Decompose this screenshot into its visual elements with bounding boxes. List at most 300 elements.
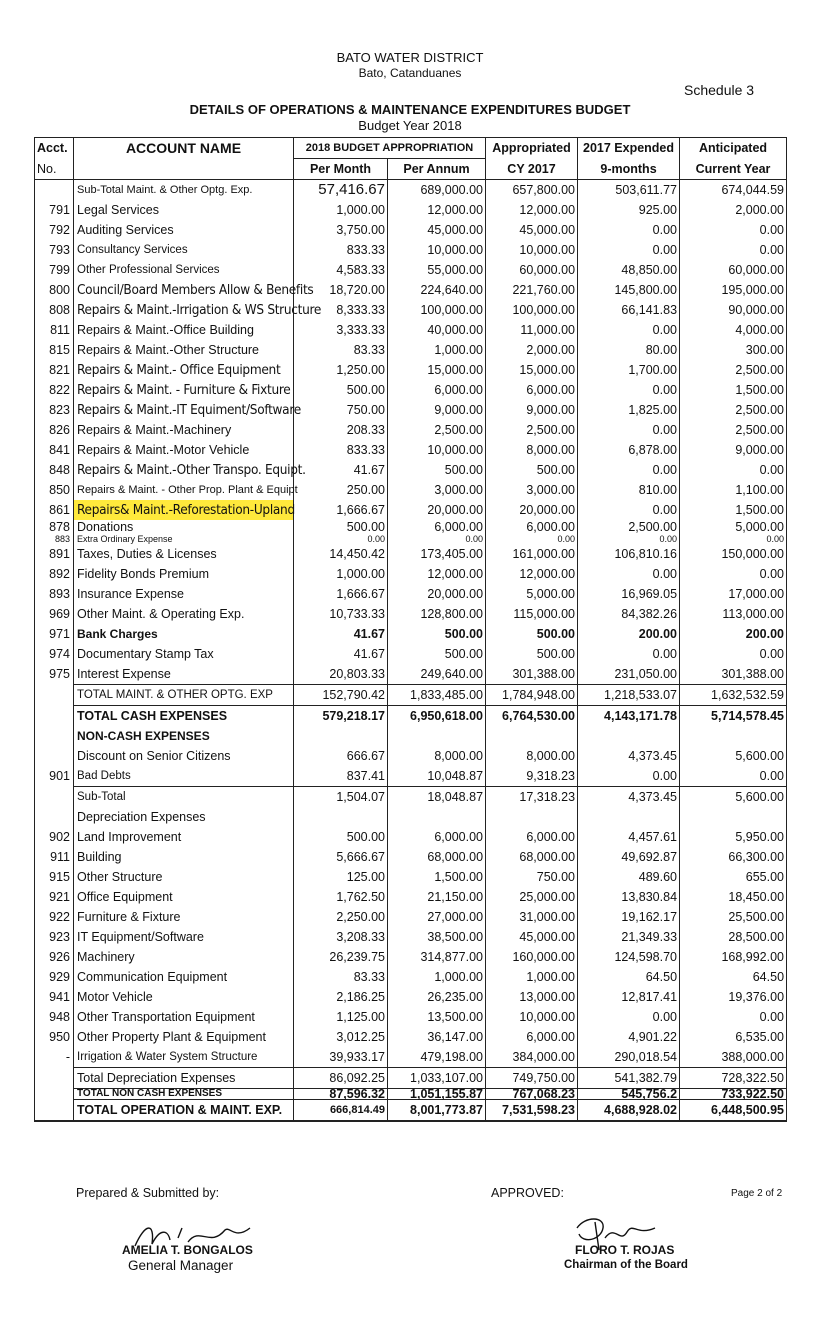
amount-pa: 10,000.00 <box>388 240 486 260</box>
amount-ap: 767,068.23 <box>486 1089 578 1100</box>
account-name: Other Professional Services <box>74 260 294 280</box>
amount-ex: 4,143,171.78 <box>578 706 680 727</box>
header-acct: Acct. <box>35 138 74 159</box>
amount-ex: 503,611.77 <box>578 180 680 201</box>
table-row <box>35 907 787 927</box>
header-9-months: 9-months <box>578 159 680 180</box>
acct-no: 902 <box>35 827 74 847</box>
amount-ex: 12,817.41 <box>578 987 680 1007</box>
table-row <box>35 847 787 867</box>
table-row <box>35 887 787 907</box>
amount-pm: 579,218.17 <box>294 706 388 727</box>
amount-ex: 145,800.00 <box>578 280 680 300</box>
account-name: Furniture & Fixture <box>74 907 294 927</box>
amount-an: 17,000.00 <box>680 584 787 604</box>
account-name: Other Maint. & Operating Exp. <box>74 604 294 624</box>
amount-pa: 249,640.00 <box>388 664 486 685</box>
amount-an: 150,000.00 <box>680 544 787 564</box>
amount-an: 5,600.00 <box>680 746 787 766</box>
amount-ap: 12,000.00 <box>486 564 578 584</box>
amount-an: 1,100.00 <box>680 480 787 500</box>
amount-ex: 4,688,928.02 <box>578 1100 680 1122</box>
acct-no <box>35 1100 74 1122</box>
acct-no: 922 <box>35 907 74 927</box>
acct-no <box>35 706 74 727</box>
amount-pa: 26,235.00 <box>388 987 486 1007</box>
amount-pm: 666.67 <box>294 746 388 766</box>
amount-pm: 10,733.33 <box>294 604 388 624</box>
acct-no <box>35 1068 74 1089</box>
account-name: TOTAL OPERATION & MAINT. EXP. <box>74 1100 294 1122</box>
table-body <box>35 180 787 1122</box>
table-row <box>35 480 787 500</box>
amount-pa: 1,033,107.00 <box>388 1068 486 1089</box>
header-acct-no: No. <box>35 159 74 180</box>
acct-no: 971 <box>35 624 74 644</box>
header-cy2017: CY 2017 <box>486 159 578 180</box>
header-expended: 2017 Expended <box>578 138 680 159</box>
table-row <box>35 726 787 746</box>
table-row <box>35 564 787 584</box>
amount-ex: 0.00 <box>578 420 680 440</box>
acct-no: 822 <box>35 380 74 400</box>
acct-no: 821 <box>35 360 74 380</box>
account-name: Building <box>74 847 294 867</box>
amount-pm: 0.00 <box>294 534 388 544</box>
amount-ap: 500.00 <box>486 460 578 480</box>
amount-pa: 173,405.00 <box>388 544 486 564</box>
amount-pa: 1,000.00 <box>388 967 486 987</box>
document-title: DETAILS OF OPERATIONS & MAINTENANCE EXPENDITURES BUDGET <box>189 102 631 117</box>
amount-an: 25,500.00 <box>680 907 787 927</box>
account-name: IT Equipment/Software <box>74 927 294 947</box>
amount-an: 0.00 <box>680 240 787 260</box>
account-name: Auditing Services <box>74 220 294 240</box>
table-row <box>35 420 787 440</box>
account-name: Documentary Stamp Tax <box>74 644 294 664</box>
table-row <box>35 706 787 727</box>
amount-pa: 500.00 <box>388 624 486 644</box>
amount-pm: 41.67 <box>294 460 388 480</box>
amount-ex: 4,373.45 <box>578 787 680 808</box>
account-name: Other Transportation Equipment <box>74 1007 294 1027</box>
table-row <box>35 400 787 420</box>
acct-no <box>35 746 74 766</box>
amount-ex: 0.00 <box>578 500 680 520</box>
amount-pm: 2,186.25 <box>294 987 388 1007</box>
amount-ap <box>486 726 578 746</box>
amount-ex: 1,218,533.07 <box>578 685 680 706</box>
amount-ap: 9,000.00 <box>486 400 578 420</box>
amount-pa: 689,000.00 <box>388 180 486 201</box>
amount-pa: 500.00 <box>388 460 486 480</box>
signatory-1-name: AMELIA T. BONGALOS <box>122 1243 253 1257</box>
amount-ex: 0.00 <box>578 380 680 400</box>
amount-ap: 6,000.00 <box>486 520 578 534</box>
amount-an: 1,500.00 <box>680 500 787 520</box>
acct-no: 950 <box>35 1027 74 1047</box>
amount-ap: 6,000.00 <box>486 1027 578 1047</box>
amount-pa: 68,000.00 <box>388 847 486 867</box>
header-anticipated: Anticipated <box>680 138 787 159</box>
acct-no: 826 <box>35 420 74 440</box>
amount-pa: 6,950,618.00 <box>388 706 486 727</box>
amount-pa: 12,000.00 <box>388 564 486 584</box>
table-row <box>35 220 787 240</box>
amount-an: 0.00 <box>680 644 787 664</box>
amount-pm: 1,250.00 <box>294 360 388 380</box>
account-name: Repairs & Maint.-Machinery <box>74 420 294 440</box>
amount-pm: 1,504.07 <box>294 787 388 808</box>
amount-ex: 1,825.00 <box>578 400 680 420</box>
amount-pm: 83.33 <box>294 967 388 987</box>
amount-ex: 66,141.83 <box>578 300 680 320</box>
amount-an: 18,450.00 <box>680 887 787 907</box>
amount-ex: 106,810.16 <box>578 544 680 564</box>
amount-ex: 925.00 <box>578 200 680 220</box>
table-row <box>35 664 787 685</box>
amount-ap: 15,000.00 <box>486 360 578 380</box>
amount-pm: 1,666.67 <box>294 584 388 604</box>
amount-an: 0.00 <box>680 534 787 544</box>
account-name: Repairs & Maint. - Other Prop. Plant & Equipt <box>74 480 294 500</box>
amount-an: 64.50 <box>680 967 787 987</box>
amount-pa: 479,198.00 <box>388 1047 486 1068</box>
amount-pm: 666,814.49 <box>294 1100 388 1122</box>
account-name: Legal Services <box>74 200 294 220</box>
amount-an <box>680 807 787 827</box>
amount-an: 674,044.59 <box>680 180 787 201</box>
amount-ex: 13,830.84 <box>578 887 680 907</box>
amount-an: 2,500.00 <box>680 360 787 380</box>
amount-an: 28,500.00 <box>680 927 787 947</box>
acct-no: 975 <box>35 664 74 685</box>
acct-no: 841 <box>35 440 74 460</box>
acct-no: 823 <box>35 400 74 420</box>
amount-ap: 750.00 <box>486 867 578 887</box>
amount-ex: 6,878.00 <box>578 440 680 460</box>
amount-pm: 41.67 <box>294 624 388 644</box>
amount-pm: 86,092.25 <box>294 1068 388 1089</box>
amount-ap: 0.00 <box>486 534 578 544</box>
amount-pa: 15,000.00 <box>388 360 486 380</box>
account-name: Repairs & Maint.-Office Building <box>74 320 294 340</box>
amount-ap: 2,000.00 <box>486 340 578 360</box>
table-row <box>35 967 787 987</box>
amount-ex: 16,969.05 <box>578 584 680 604</box>
acct-no: 793 <box>35 240 74 260</box>
amount-pm <box>294 726 388 746</box>
account-name: Fidelity Bonds Premium <box>74 564 294 584</box>
amount-ap: 221,760.00 <box>486 280 578 300</box>
amount-ap: 1,000.00 <box>486 967 578 987</box>
amount-an: 200.00 <box>680 624 787 644</box>
amount-pa: 8,001,773.87 <box>388 1100 486 1122</box>
acct-no: 792 <box>35 220 74 240</box>
acct-no: 948 <box>35 1007 74 1027</box>
amount-ap: 6,000.00 <box>486 827 578 847</box>
acct-no: 911 <box>35 847 74 867</box>
acct-no: 901 <box>35 766 74 787</box>
amount-ap: 749,750.00 <box>486 1068 578 1089</box>
amount-pm: 750.00 <box>294 400 388 420</box>
amount-pm: 26,239.75 <box>294 947 388 967</box>
table-row <box>35 1089 787 1100</box>
amount-an: 0.00 <box>680 564 787 584</box>
amount-ap: 8,000.00 <box>486 746 578 766</box>
amount-ex: 21,349.33 <box>578 927 680 947</box>
acct-no: 892 <box>35 564 74 584</box>
amount-ex: 200.00 <box>578 624 680 644</box>
table-row <box>35 200 787 220</box>
amount-pa: 314,877.00 <box>388 947 486 967</box>
acct-no: 815 <box>35 340 74 360</box>
table-row <box>35 380 787 400</box>
amount-ap: 17,318.23 <box>486 787 578 808</box>
amount-ex: 0.00 <box>578 1007 680 1027</box>
amount-ap: 5,000.00 <box>486 584 578 604</box>
amount-ap: 10,000.00 <box>486 240 578 260</box>
amount-ap: 68,000.00 <box>486 847 578 867</box>
table-row <box>35 787 787 808</box>
amount-ex <box>578 726 680 746</box>
amount-pa: 6,000.00 <box>388 827 486 847</box>
header-current-year: Current Year <box>680 159 787 180</box>
amount-pa: 6,000.00 <box>388 380 486 400</box>
amount-pm: 5,666.67 <box>294 847 388 867</box>
amount-ap: 657,800.00 <box>486 180 578 201</box>
acct-no: 926 <box>35 947 74 967</box>
account-name: Office Equipment <box>74 887 294 907</box>
account-name: Repairs & Maint.-Other Structure <box>74 340 294 360</box>
acct-no: 941 <box>35 987 74 1007</box>
signatory-2-name: FLORO T. ROJAS <box>575 1243 675 1257</box>
amount-ex: 0.00 <box>578 766 680 787</box>
amount-pm: 1,125.00 <box>294 1007 388 1027</box>
table-row <box>35 440 787 460</box>
table-row <box>35 927 787 947</box>
acct-no <box>35 807 74 827</box>
amount-ex: 19,162.17 <box>578 907 680 927</box>
amount-pm: 1,762.50 <box>294 887 388 907</box>
org-location: Bato, Catanduanes <box>358 66 462 80</box>
amount-an: 5,714,578.45 <box>680 706 787 727</box>
budget-year: Budget Year 2018 <box>358 118 462 133</box>
amount-ex: 489.60 <box>578 867 680 887</box>
account-name: Bank Charges <box>74 624 294 644</box>
amount-an: 2,000.00 <box>680 200 787 220</box>
amount-pm: 18,720.00 <box>294 280 388 300</box>
acct-no: 850 <box>35 480 74 500</box>
header-account-name: ACCOUNT NAME <box>74 138 294 180</box>
acct-no: 921 <box>35 887 74 907</box>
amount-an: 5,600.00 <box>680 787 787 808</box>
acct-no: 799 <box>35 260 74 280</box>
amount-an: 2,500.00 <box>680 400 787 420</box>
amount-ap: 3,000.00 <box>486 480 578 500</box>
amount-pa: 10,048.87 <box>388 766 486 787</box>
amount-an: 1,632,532.59 <box>680 685 787 706</box>
amount-pa: 9,000.00 <box>388 400 486 420</box>
amount-ap: 6,764,530.00 <box>486 706 578 727</box>
amount-pa: 13,500.00 <box>388 1007 486 1027</box>
amount-pa: 1,000.00 <box>388 340 486 360</box>
amount-pa: 20,000.00 <box>388 584 486 604</box>
table-row <box>35 827 787 847</box>
amount-pm: 500.00 <box>294 520 388 534</box>
signatory-2-title: Chairman of the Board <box>564 1259 688 1271</box>
account-name: Other Structure <box>74 867 294 887</box>
amount-an: 1,500.00 <box>680 380 787 400</box>
amount-ap: 6,000.00 <box>486 380 578 400</box>
amount-an: 195,000.00 <box>680 280 787 300</box>
amount-pa <box>388 726 486 746</box>
acct-no: 861 <box>35 500 74 520</box>
amount-pa: 45,000.00 <box>388 220 486 240</box>
page-number: Page 2 of 2 <box>731 1188 783 1199</box>
amount-pm: 833.33 <box>294 440 388 460</box>
table-row <box>35 867 787 887</box>
amount-pm: 3,333.33 <box>294 320 388 340</box>
table-row <box>35 766 787 787</box>
amount-pa: 500.00 <box>388 644 486 664</box>
account-name: Irrigation & Water System Structure <box>74 1047 294 1068</box>
amount-ap: 20,000.00 <box>486 500 578 520</box>
amount-ex: 0.00 <box>578 534 680 544</box>
amount-an: 19,376.00 <box>680 987 787 1007</box>
table-row <box>35 320 787 340</box>
acct-no: 969 <box>35 604 74 624</box>
amount-ex: 0.00 <box>578 644 680 664</box>
amount-an: 0.00 <box>680 220 787 240</box>
amount-ap: 2,500.00 <box>486 420 578 440</box>
acct-no: 878 <box>35 520 74 534</box>
amount-ap: 8,000.00 <box>486 440 578 460</box>
approved-label: APPROVED: <box>491 1186 564 1200</box>
amount-pm: 1,000.00 <box>294 564 388 584</box>
amount-an: 728,322.50 <box>680 1068 787 1089</box>
table-row <box>35 534 787 544</box>
amount-pa: 20,000.00 <box>388 500 486 520</box>
account-name: Extra Ordinary Expense <box>74 534 294 544</box>
account-name: Total Depreciation Expenses <box>74 1068 294 1089</box>
amount-ap: 384,000.00 <box>486 1047 578 1068</box>
amount-ap: 31,000.00 <box>486 907 578 927</box>
table-row <box>35 500 787 520</box>
amount-pm: 8,333.33 <box>294 300 388 320</box>
acct-no <box>35 1089 74 1100</box>
header-per-month: Per Month <box>294 159 388 180</box>
account-name: Machinery <box>74 947 294 967</box>
schedule-label: Schedule 3 <box>684 82 755 98</box>
amount-pa: 6,000.00 <box>388 520 486 534</box>
account-name: Repairs & Maint.-Other Transpo. Equipt. <box>74 460 294 480</box>
amount-pm: 833.33 <box>294 240 388 260</box>
amount-ap: 500.00 <box>486 624 578 644</box>
amount-ap: 60,000.00 <box>486 260 578 280</box>
table-row <box>35 280 787 300</box>
amount-pa: 1,833,485.00 <box>388 685 486 706</box>
amount-an: 388,000.00 <box>680 1047 787 1068</box>
amount-ex <box>578 807 680 827</box>
amount-ex: 541,382.79 <box>578 1068 680 1089</box>
amount-an: 2,500.00 <box>680 420 787 440</box>
account-name: Discount on Senior Citizens <box>74 746 294 766</box>
table-row <box>35 624 787 644</box>
amount-pa: 18,048.87 <box>388 787 486 808</box>
amount-pm: 3,750.00 <box>294 220 388 240</box>
acct-no: 974 <box>35 644 74 664</box>
amount-an: 113,000.00 <box>680 604 787 624</box>
amount-an: 5,000.00 <box>680 520 787 534</box>
table-row <box>35 1007 787 1027</box>
amount-an: 6,448,500.95 <box>680 1100 787 1122</box>
table-row <box>35 544 787 564</box>
prepared-label: Prepared & Submitted by: <box>76 1186 220 1200</box>
amount-pa: 36,147.00 <box>388 1027 486 1047</box>
amount-ap: 9,318.23 <box>486 766 578 787</box>
table-row <box>35 987 787 1007</box>
amount-an: 0.00 <box>680 766 787 787</box>
amount-an: 733,922.50 <box>680 1089 787 1100</box>
account-name: Motor Vehicle <box>74 987 294 1007</box>
amount-pm: 500.00 <box>294 380 388 400</box>
table-row <box>35 180 787 201</box>
amount-an <box>680 726 787 746</box>
acct-no: 929 <box>35 967 74 987</box>
table-row <box>35 947 787 967</box>
table-row <box>35 1100 787 1122</box>
amount-pa: 38,500.00 <box>388 927 486 947</box>
table-row <box>35 460 787 480</box>
acct-no: 915 <box>35 867 74 887</box>
amount-pa: 0.00 <box>388 534 486 544</box>
amount-an: 6,535.00 <box>680 1027 787 1047</box>
amount-ap: 13,000.00 <box>486 987 578 1007</box>
acct-no: 891 <box>35 544 74 564</box>
amount-pa: 100,000.00 <box>388 300 486 320</box>
acct-no: 883 <box>35 534 74 544</box>
account-name: Repairs & Maint.-Irrigation & WS Structure <box>74 300 294 320</box>
amount-pm: 500.00 <box>294 827 388 847</box>
amount-ap: 160,000.00 <box>486 947 578 967</box>
table-row <box>35 685 787 706</box>
table-row <box>35 604 787 624</box>
amount-ex: 2,500.00 <box>578 520 680 534</box>
amount-pa: 27,000.00 <box>388 907 486 927</box>
account-name: Land Improvement <box>74 827 294 847</box>
amount-an: 0.00 <box>680 1007 787 1027</box>
table-row <box>35 340 787 360</box>
amount-pm: 87,596.32 <box>294 1089 388 1100</box>
acct-no: 848 <box>35 460 74 480</box>
amount-an: 60,000.00 <box>680 260 787 280</box>
amount-ex: 0.00 <box>578 240 680 260</box>
account-name: Taxes, Duties & Licenses <box>74 544 294 564</box>
amount-pm: 57,416.67 <box>294 180 388 201</box>
amount-an: 4,000.00 <box>680 320 787 340</box>
amount-ex: 810.00 <box>578 480 680 500</box>
account-name: Sub-Total <box>74 787 294 808</box>
table-row <box>35 807 787 827</box>
amount-ex: 545,756.2 <box>578 1089 680 1100</box>
amount-ex: 84,382.26 <box>578 604 680 624</box>
account-name: Other Property Plant & Equipment <box>74 1027 294 1047</box>
amount-ex: 290,018.54 <box>578 1047 680 1068</box>
amount-ap: 25,000.00 <box>486 887 578 907</box>
amount-ap: 10,000.00 <box>486 1007 578 1027</box>
amount-pa: 8,000.00 <box>388 746 486 766</box>
